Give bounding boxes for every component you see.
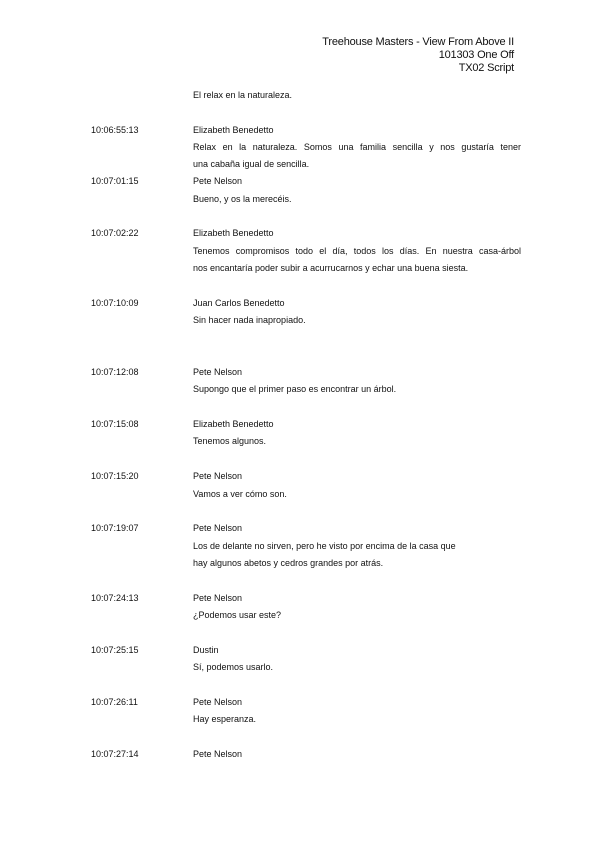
dialogue-line: Supongo que el primer paso es encontrar un árbol.: [193, 384, 397, 394]
timecode: 10:07:19:07: [91, 523, 139, 533]
dialogue-line: Relax en la naturaleza. Somos una familia sencilla y nos gustaría tener: [193, 142, 521, 152]
dialogue-line: Tenemos compromisos todo el día, todos los días. En nuestra casa-árbol: [193, 246, 521, 256]
speaker-name: Juan Carlos Benedetto: [193, 298, 285, 308]
speaker-name: Pete Nelson: [193, 176, 243, 186]
speaker-name: Elizabeth Benedetto: [193, 228, 274, 238]
dialogue-line: Vamos a ver cómo son.: [193, 489, 287, 499]
dialogue-line: Sin hacer nada inapropiado.: [193, 315, 306, 325]
timecode: 10:07:24:13: [91, 593, 139, 603]
timecode: 10:07:01:15: [91, 176, 139, 186]
header-title: Treehouse Masters - View From Above II: [322, 36, 514, 48]
timecode: 10:07:15:20: [91, 471, 139, 481]
speaker-name: Pete Nelson: [193, 367, 243, 377]
timecode: 10:07:25:15: [91, 645, 139, 655]
timecode: 10:07:27:14: [91, 749, 139, 759]
header-script: TX02 Script: [458, 62, 514, 74]
speaker-name: Pete Nelson: [193, 523, 243, 533]
speaker-name: Dustin: [193, 645, 219, 655]
speaker-name: Pete Nelson: [193, 697, 243, 707]
dialogue-line: Los de delante no sirven, pero he visto por encima de la casa que: [193, 541, 456, 551]
timecode: 10:07:15:08: [91, 419, 139, 429]
dialogue-line: hay algunos abetos y cedros grandes por atrás.: [193, 558, 384, 568]
speaker-name: Pete Nelson: [193, 593, 243, 603]
speaker-name: Elizabeth Benedetto: [193, 419, 274, 429]
dialogue-line: ¿Podemos usar este?: [193, 610, 282, 620]
dialogue-line: nos encantaría poder subir a acurrucarnos y echar una buena siesta.: [193, 263, 469, 273]
timecode: 10:07:02:22: [91, 228, 139, 238]
page-header: [322, 36, 514, 75]
timecode: 10:07:12:08: [91, 367, 139, 377]
speaker-name: Pete Nelson: [193, 749, 243, 759]
dialogue-line: Sí, podemos usarlo.: [193, 662, 274, 672]
dialogue-line: Hay esperanza.: [193, 714, 257, 724]
dialogue-line: Tenemos algunos.: [193, 436, 267, 446]
header-episode: 101303 One Off: [438, 49, 514, 61]
speaker-name: Pete Nelson: [193, 471, 243, 481]
intro-line: El relax en la naturaleza.: [193, 90, 293, 100]
dialogue-line: Bueno, y os la merecéis.: [193, 194, 292, 204]
dialogue-line: una cabaña igual de sencilla.: [193, 159, 310, 169]
speaker-name: Elizabeth Benedetto: [193, 125, 274, 135]
timecode: 10:06:55:13: [91, 125, 139, 135]
timecode: 10:07:10:09: [91, 298, 139, 308]
timecode: 10:07:26:11: [91, 697, 138, 707]
